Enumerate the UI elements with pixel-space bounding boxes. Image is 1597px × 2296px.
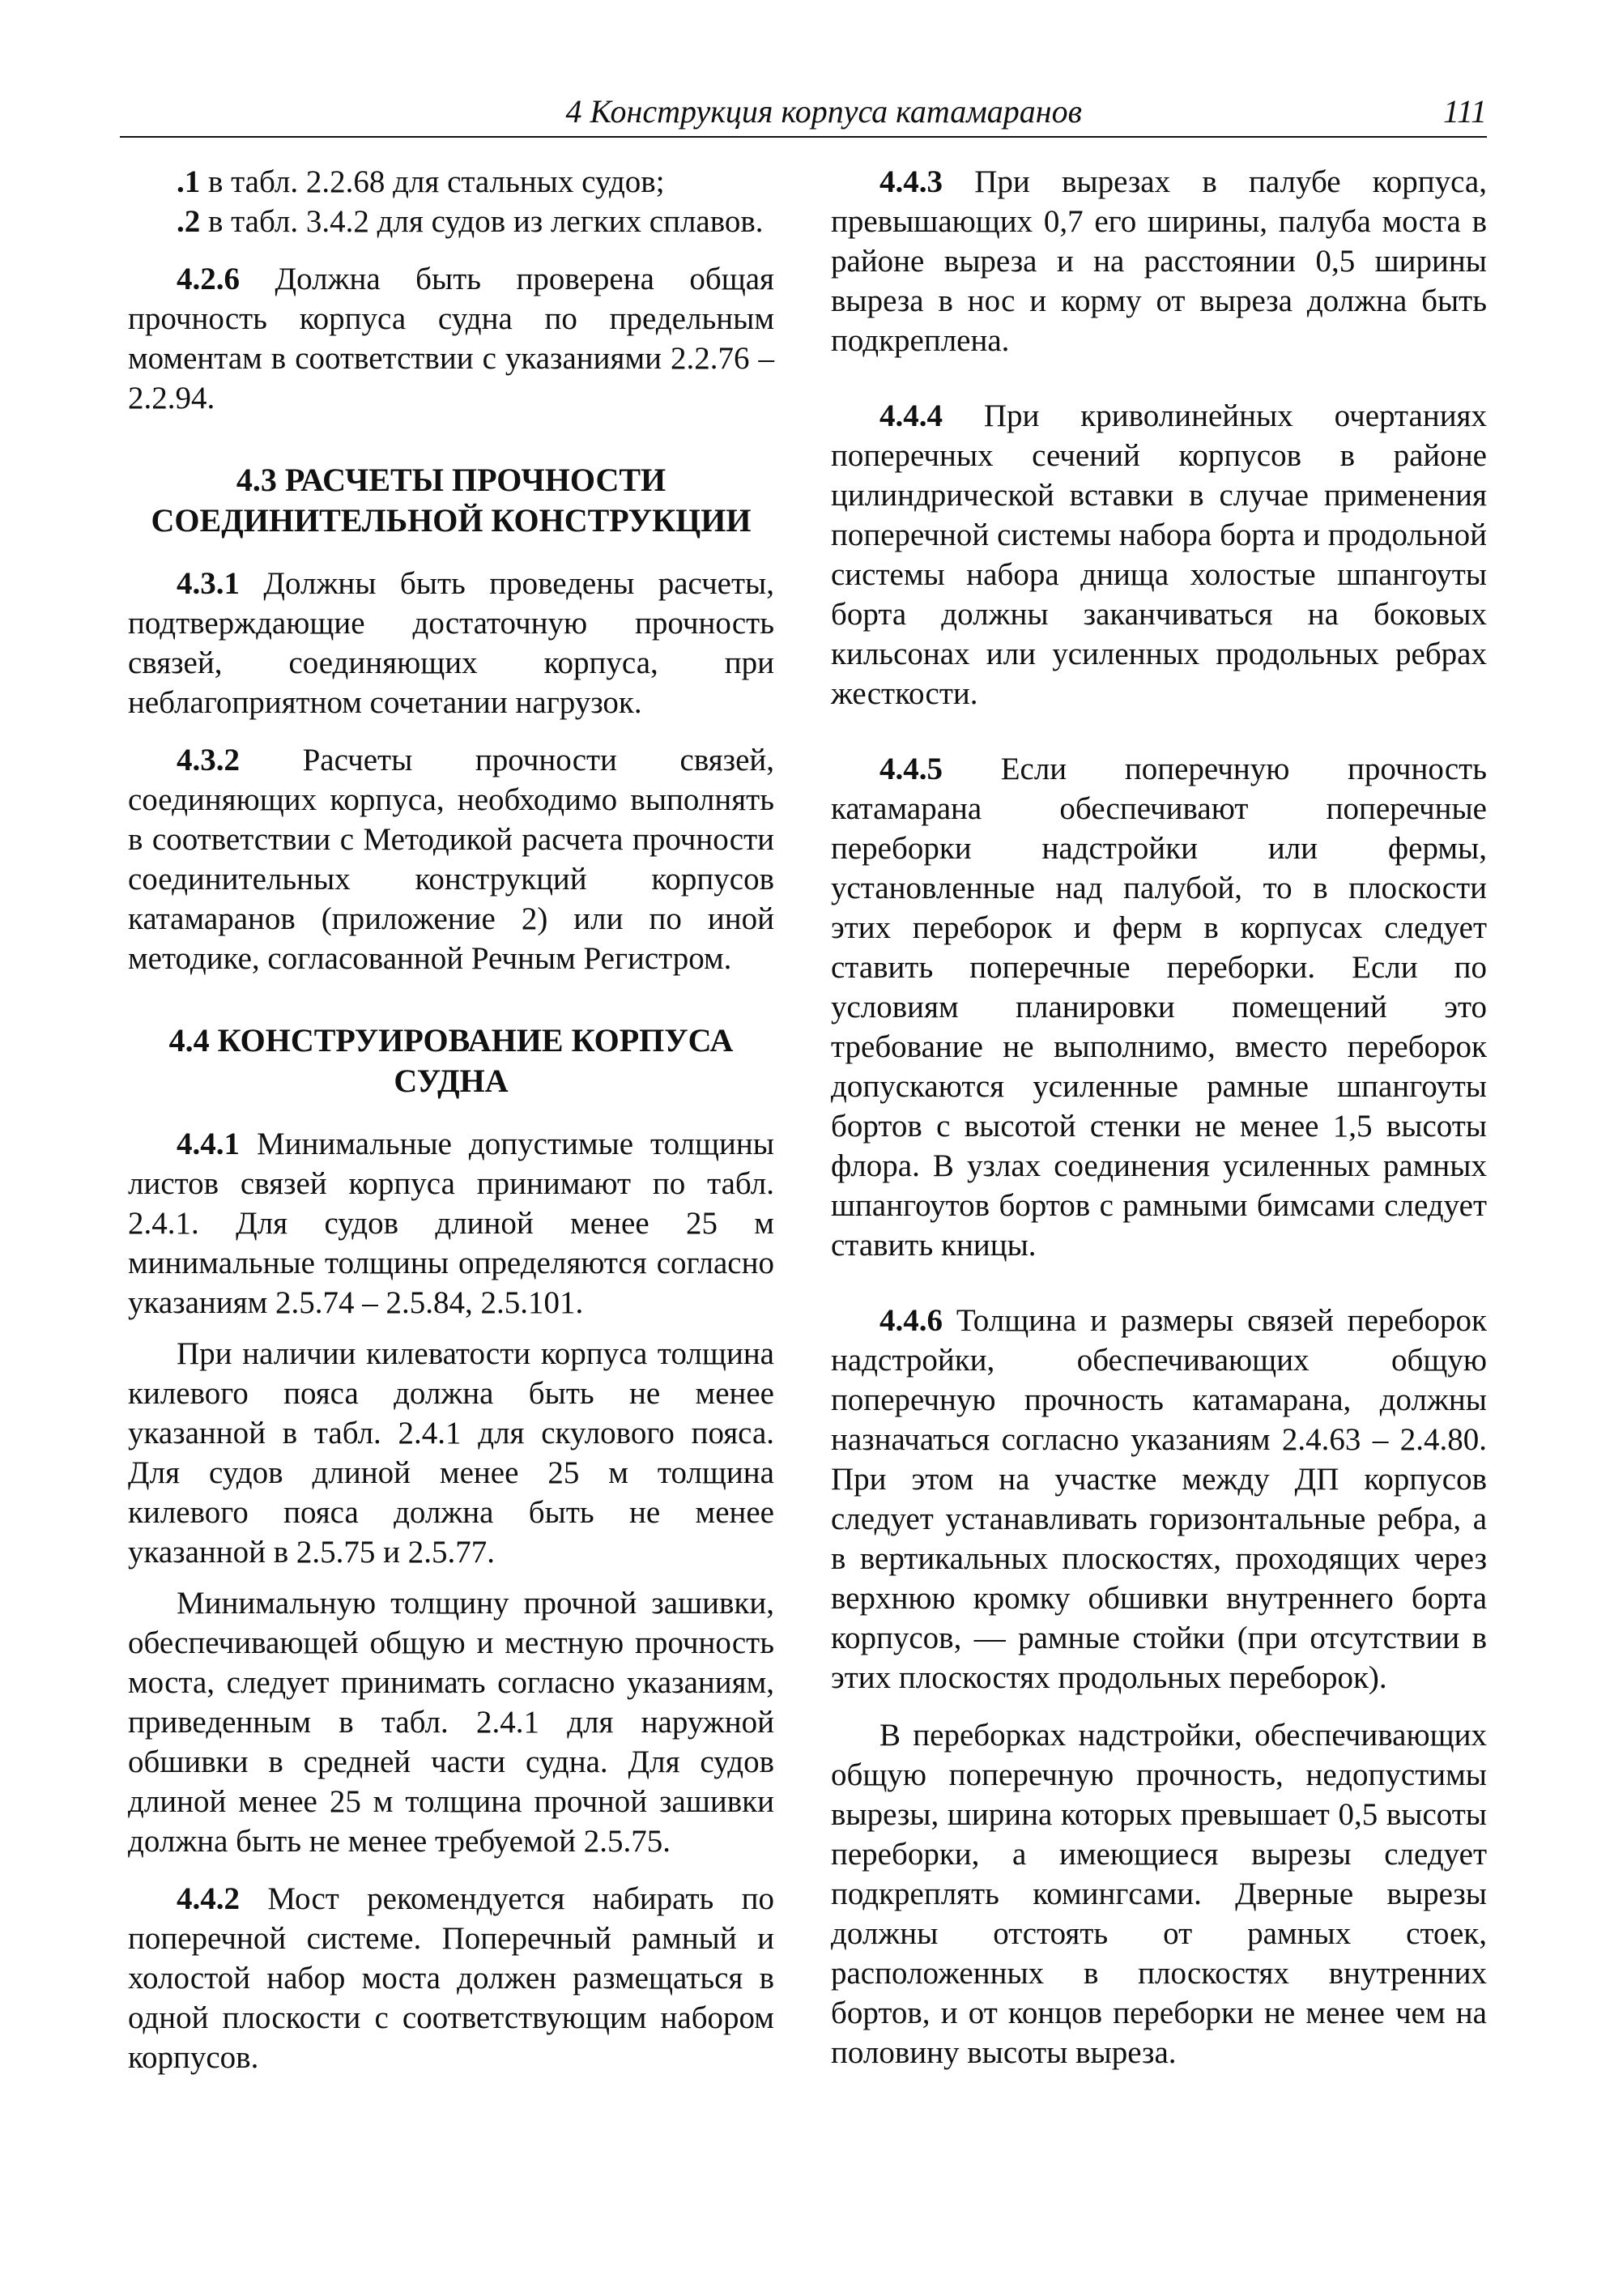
clause-text: Мост рекомендуется набирать по поперечной системе. Поперечный рамный и холостой набор моста должен размещаться в одной плоскости с соответствующим набором корпусов. bbox=[128, 1881, 774, 2075]
list-item-text: в табл. 2.2.68 для стальных судов; bbox=[200, 164, 665, 199]
clause-number: 4.4.1 bbox=[177, 1127, 240, 1161]
running-header bbox=[120, 87, 1487, 138]
clause-number: 4.4.4 bbox=[879, 398, 943, 433]
right-column bbox=[831, 162, 1487, 2072]
clause-text: Расчеты прочности связей, соединяющих корпуса, необходимо выполнять в соответствии с Методикой расчета прочности соединительных конструкций корпусов катамаранов (приложение 2) или по иной методике, согласованной Речным Регистром. bbox=[128, 743, 774, 976]
clause-text: Должна быть проверена общая прочность корпуса судна по предельным моментам в соответствии с указаниями 2.2.76 – 2.2.94. bbox=[128, 262, 774, 415]
paragraph-4-3-1 bbox=[128, 564, 774, 722]
running-title: 4 Конструкция корпуса катамаранов bbox=[565, 93, 1082, 130]
paragraph-4-4-1 bbox=[128, 1124, 774, 1323]
paragraph-4-3-2 bbox=[128, 740, 774, 978]
paragraph-4-4-6 bbox=[831, 1301, 1487, 1698]
clause-text: Должны быть проведены расчеты, подтверждающие достаточную прочность связей, соединяющих корпуса, при неблагоприятном сочетании нагрузок. bbox=[128, 566, 774, 720]
list-item-text: в табл. 3.4.2 для судов из легких сплавов. bbox=[200, 204, 764, 239]
clause-text: При криволинейных очертаниях поперечных сечений корпусов в районе цилиндрической вставки в случае применения поперечной системы набора борта и продольной системы набора днища холостые шпангоуты борта должны заканчиваться на боковых кильсонах или усиленных продольных ребрах жесткости. bbox=[831, 398, 1487, 711]
clause-text: Минимальные допустимые толщины листов связей корпуса принимают по табл. 2.4.1. Для судов длиной менее 25 м минимальные толщины определяются согласно указаниям 2.5.74 – 2.5.84, 2.5.101. bbox=[128, 1127, 774, 1320]
paragraph-4-4-3 bbox=[831, 162, 1487, 360]
list-item-1 bbox=[128, 162, 774, 202]
clause-text: Толщина и размеры связей переборок надстройки, обеспечивающих общую поперечную прочность катамарана, должны назначаться согласно указаниям 2.4.63 – 2.4.80. При этом на участке между ДП корпусов следует устанавливать горизонтальные ребра, а в вертикальных плоскостях, проходящих через верхнюю кромку обшивки внутреннего борта корпусов, — рамные стойки (при отсутствии в этих плоскостях продольных переборок). bbox=[831, 1303, 1487, 1695]
paragraph-bulkhead-openings: В переборках надстройки, обеспечивающих общую поперечную прочность, недопустимы вырезы, ширина которых превышает 0,5 высоты переборки, а имеющиеся вырезы следует подкреплять комингсами. Дверные вырезы должны отстоять от рамных стоек, расположенных в плоскостях внутренних бортов, и от концов переборки не менее чем на половину высоты выреза. bbox=[831, 1718, 1487, 2070]
section-heading-4-4: 4.4 КОНСТРУИРОВАНИЕ КОРПУСА СУДНА bbox=[168, 1022, 734, 1099]
list-item-2 bbox=[128, 202, 774, 241]
list-item-number: .1 bbox=[177, 164, 201, 199]
paragraph-4-2-6 bbox=[128, 259, 774, 418]
list-item-number: .2 bbox=[177, 204, 201, 239]
clause-number: 4.4.2 bbox=[177, 1881, 240, 1916]
clause-number: 4.4.3 bbox=[879, 164, 943, 199]
clause-number: 4.4.5 bbox=[879, 752, 943, 786]
clause-text: Если поперечную прочность катамарана обеспечивают поперечные переборки надстройки или фермы, установленные над палубой, то в плоскости этих переборок и ферм в корпусах следует ставить поперечные переборки. Если по условиям планировки помещений это требование не выполнимо, вместо переборок допускаются усиленные рамные шпангоуты бортов с высотой стенки не менее 1,5 высоты флора. В узлах соединения усиленных рамных шпангоутов бортов с рамными бимсами следует ставить кницы. bbox=[831, 752, 1487, 1263]
paragraph-deck-plating: Минимальную толщину прочной зашивки, обеспечивающей общую и местную прочность моста, следует принимать согласно указаниям, приведенным в табл. 2.4.1 для наружной обшивки в средней части судна. Для судов длиной менее 25 м толщина прочной зашивки должна быть не менее требуемой 2.5.75. bbox=[128, 1586, 774, 1859]
left-column bbox=[128, 162, 774, 2077]
clause-number: 4.4.6 bbox=[879, 1303, 943, 1338]
paragraph-4-4-4 bbox=[831, 396, 1487, 714]
paragraph-keel-thickness: При наличии килеватости корпуса толщина килевого пояса должна быть не менее указанной в табл. 2.4.1 для скулового пояса. Для судов длиной менее 25 м толщина килевого пояса должна быть не менее указанной в 2.5.75 и 2.5.77. bbox=[128, 1336, 774, 1570]
clause-number: 4.3.1 bbox=[177, 566, 240, 601]
clause-number: 4.2.6 bbox=[177, 262, 240, 296]
section-heading-4-3: 4.3 РАСЧЕТЫ ПРОЧНОСТИ СОЕДИНИТЕЛЬНОЙ КОНСТРУКЦИИ bbox=[151, 462, 752, 539]
page-number: 111 bbox=[1442, 93, 1487, 130]
clause-text: При вырезах в палубе корпуса, превышающих 0,7 его ширины, палуба моста в районе выреза и на расстоянии 0,5 ширины выреза в нос и корму от выреза должна быть подкреплена. bbox=[831, 164, 1487, 358]
clause-number: 4.3.2 bbox=[177, 743, 240, 777]
paragraph-4-4-5 bbox=[831, 749, 1487, 1265]
paragraph-4-4-2 bbox=[128, 1879, 774, 2077]
